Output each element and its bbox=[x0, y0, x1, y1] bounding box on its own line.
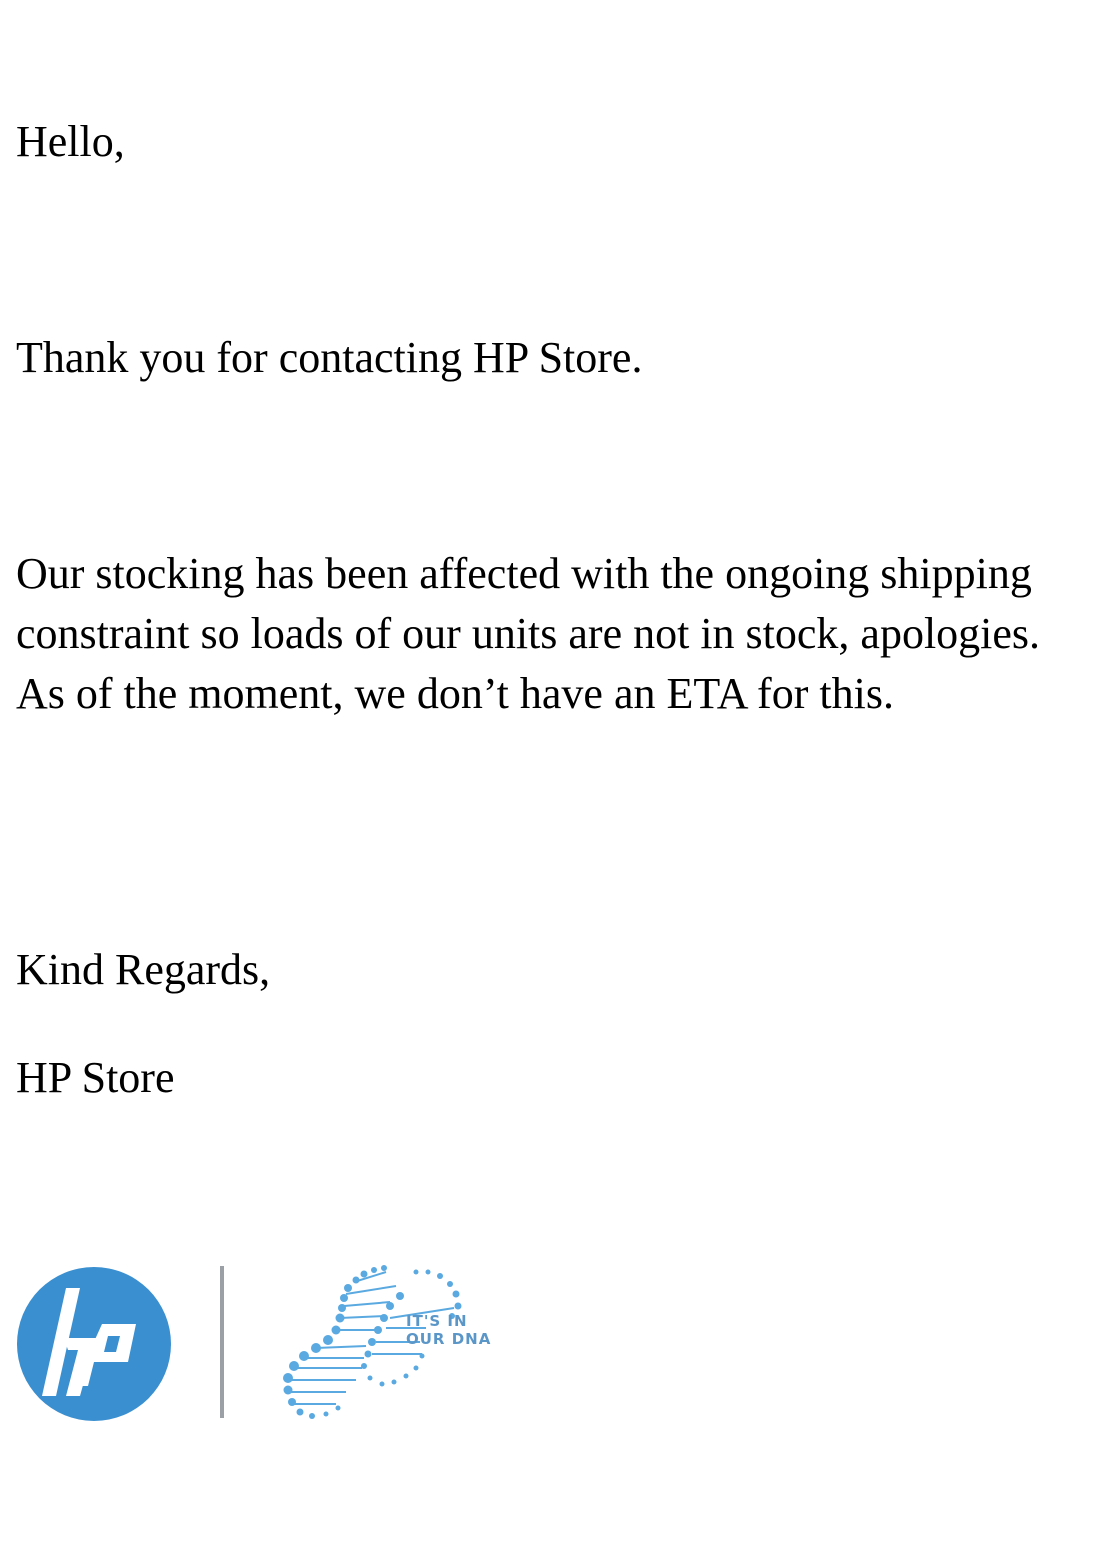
dna-helix-icon bbox=[266, 1262, 516, 1422]
tagline-line-2: OUR DNA bbox=[406, 1330, 492, 1348]
sender-name: HP Store bbox=[16, 1053, 175, 1102]
message-paragraph: Our stocking has been affected with the ongoing shipping constraint so loads of our units are not in stock, apologies. As of the moment, we don’t have an ETA for this. bbox=[16, 549, 1041, 718]
greeting: Hello, bbox=[16, 117, 125, 166]
closing: Kind Regards, bbox=[16, 945, 271, 994]
divider bbox=[220, 1266, 224, 1418]
signature-logos bbox=[16, 1262, 516, 1422]
thanks-line: Thank you for contacting HP Store. bbox=[16, 333, 643, 382]
hp-logo-icon bbox=[16, 1266, 172, 1422]
tagline-line-1: IT'S IN bbox=[406, 1312, 468, 1330]
